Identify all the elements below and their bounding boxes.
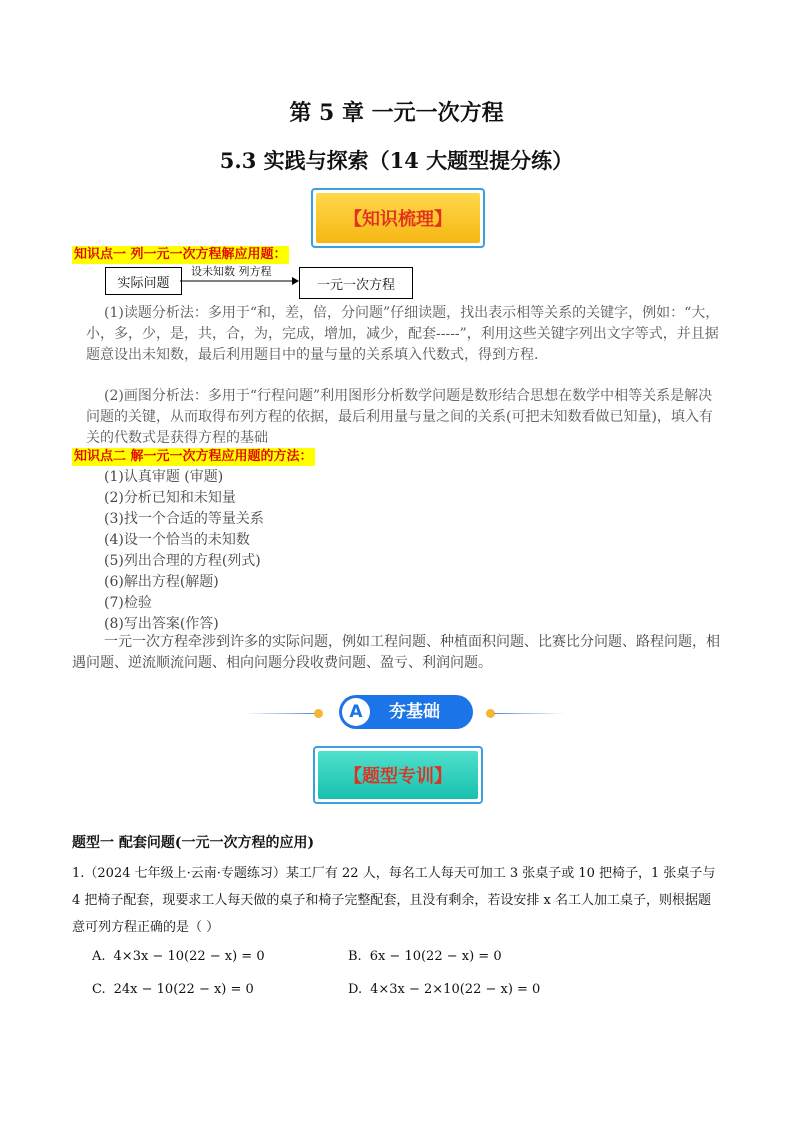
list-item: (6)解出方程(解题) [104, 574, 219, 590]
option-a[interactable] [92, 949, 265, 964]
section-title: 5.3 实践与探索（14 大题型提分练） [219, 148, 574, 173]
list-item: (5)列出合理的方程(列式) [104, 553, 261, 569]
knowledge-banner-label: 【知识梳理】 [316, 193, 480, 243]
list-item: (1)认真审题 (审题) [104, 469, 224, 485]
level-letter: A [342, 698, 370, 726]
knowledge-banner [311, 188, 485, 248]
question-type-title: 题型一 配套问题(一元一次方程的应用) [72, 835, 315, 851]
knowledge-point-2-label: 知识点二 解一元一次方程应用题的方法： [74, 449, 313, 464]
list-item: (8)写出答案(作答) [104, 616, 219, 632]
dot-left-icon [314, 709, 323, 718]
list-item: (2)分析已知和未知量 [104, 490, 236, 506]
list-item: (3)找一个合适的等量关系 [104, 511, 264, 527]
steps-list [104, 467, 264, 635]
flow-box-from: 实际问题 [105, 267, 182, 295]
flow-box-to: 一元一次方程 [299, 267, 413, 299]
practice-banner [313, 746, 483, 804]
practice-banner-label: 【题型专训】 [318, 751, 478, 799]
option-d[interactable] [348, 982, 540, 997]
option-expression: 6x − 10(22 − x) = 0 [369, 949, 502, 964]
question-text: 1.（2024 七年级上·云南·专题练习）某工厂有 22 人，每名工人每天可加工 3 张桌子或 10 把椅子，1 张桌子与 4 把椅子配套，现要求工人每天做的桌子和椅子完整配套，且没有剩余，若设安排 x 名工人加工桌子，则根据题意可列方程正确的是（ ） [72, 866, 716, 935]
option-c[interactable] [92, 982, 254, 997]
option-letter: A. [92, 949, 106, 964]
chapter-title: 第 5 章 一元一次方程 [289, 100, 504, 126]
flow-arrow-label: 设未知数 列方程 [191, 265, 272, 278]
option-expression: 4×3x − 2×10(22 − x) = 0 [370, 982, 541, 997]
knowledge-point-1-label: 知识点一 列一元一次方程解应用题： [74, 247, 287, 262]
option-b[interactable] [348, 949, 502, 964]
list-item: (4)设一个恰当的未知数 [104, 532, 250, 548]
divider-left [243, 713, 315, 714]
flow-arrow-icon [180, 276, 300, 286]
divider-right [494, 713, 566, 714]
option-letter: D. [348, 982, 363, 997]
option-expression: 24x − 10(22 − x) = 0 [113, 982, 254, 997]
level-badge [339, 695, 473, 729]
level-label: 夯基础 [389, 702, 440, 722]
method-2-paragraph: (2)画图分析法：多用于“行程问题”利用图形分析数学问题是数形结合思想在数学中相等关系是解决问题的关键，从而取得布列方程的依据，最后利用量与量之间的关系(可把未知数看做已知量)，填入有关的代数式是获得方程的基础 [86, 388, 713, 446]
list-item: (7)检验 [104, 595, 152, 611]
option-letter: B. [348, 949, 362, 964]
summary-paragraph: 一元一次方程牵涉到许多的实际问题，例如工程问题、种植面积问题、比赛比分问题、路程问题，相遇问题、逆流顺流问题、相向问题分段收费问题、盈亏、利润问题。 [72, 634, 720, 671]
option-letter: C. [92, 982, 106, 997]
option-expression: 4×3x − 10(22 − x) = 0 [113, 949, 265, 964]
method-1-paragraph: (1)读题分析法：多用于“和，差，倍，分问题”仔细读题，找出表示相等关系的关键字，例如：“大，小，多，少，是，共，合，为，完成，增加，减少，配套-----”，利用这些关键字列出文字等式，并且据题意设出未知数，最后利用题目中的量与量的关系填入代数式，得到方程. [86, 305, 720, 363]
